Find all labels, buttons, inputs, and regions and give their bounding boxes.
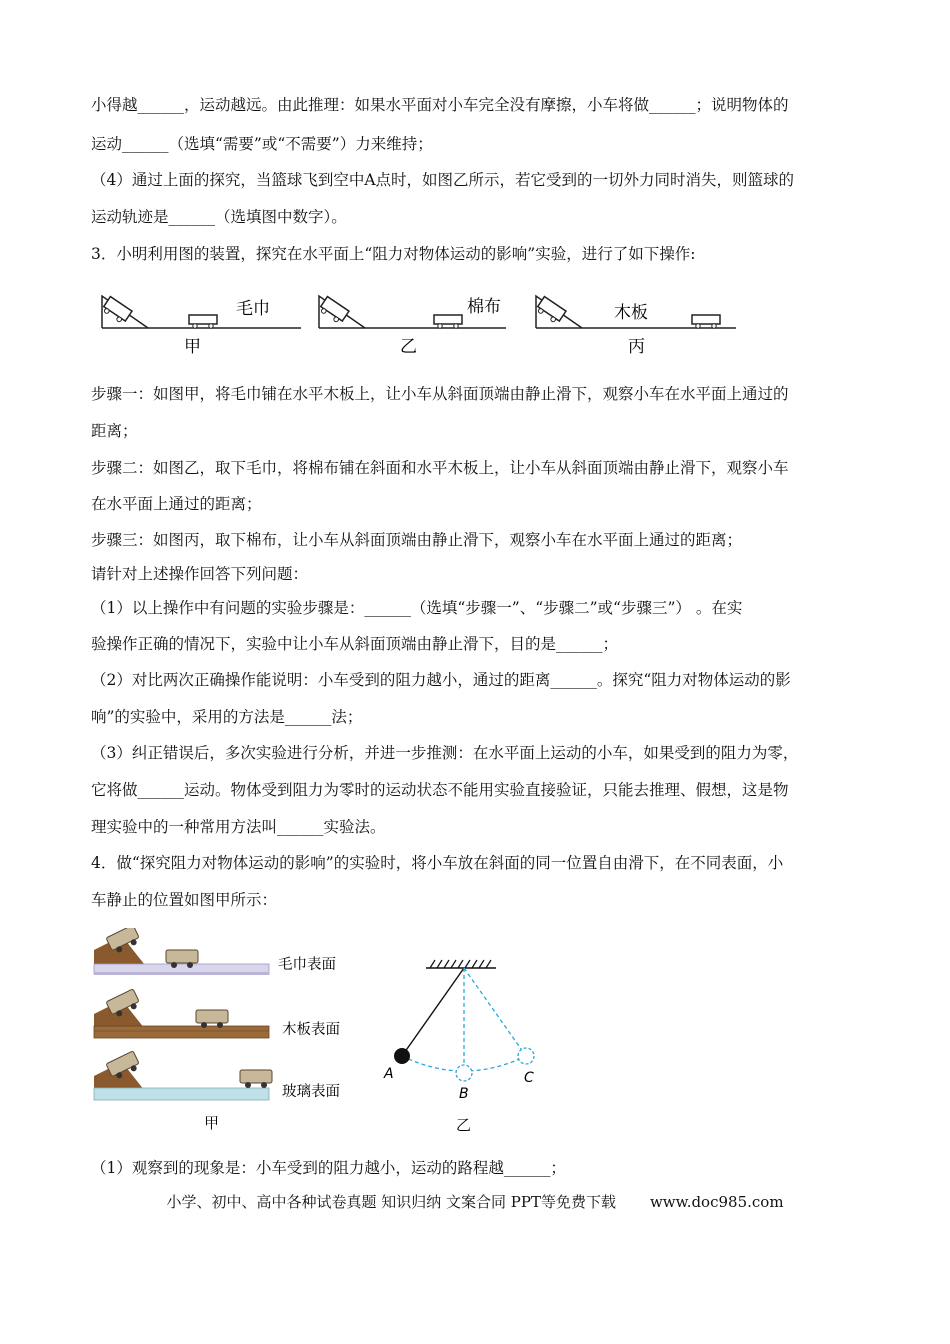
text-line: （3）纠正错误后，多次实验进行分析，并进一步推测：在水平面上运动的小车，如果受到的阻力为零， [91, 744, 799, 762]
text-line: （1）以上操作中有问题的实验步骤是：______（选填“步骤一”、“步骤二”或“步骤三”） 。在实 [91, 599, 743, 617]
text-line: 步骤一：如图甲，将毛巾铺在水平木板上，让小车从斜面顶端由静止滑下，观察小车在水平面上通过的 [91, 385, 789, 403]
caption-fig4-yi: 乙 [456, 1116, 472, 1134]
text-line: 运动轨迹是______（选填图中数字）。 [91, 208, 347, 226]
text-line: 步骤三：如图丙，取下棉布，让小车从斜面顶端由静止滑下，观察小车在水平面上通过的距离； [91, 531, 743, 549]
setup-jia [101, 296, 301, 357]
setup-yi [318, 296, 506, 357]
label-towel-surface: 毛巾表面 [278, 957, 336, 973]
text-line: 验操作正确的情况下，实验中让小车从斜面顶端由静止滑下，目的是______； [91, 635, 619, 653]
text-line: 在水平面上通过的距离； [91, 495, 262, 513]
question-4-stem: 4．做“探究阻力对物体运动的影响”的实验时，将小车放在斜面的同一位置自由滑下，在不同表面，小 [91, 854, 784, 872]
text-line: （1）观察到的现象是：小车受到的阻力越小，运动的路程越______； [91, 1159, 566, 1177]
label-point-c: C [524, 1070, 534, 1086]
text-line: 距离； [91, 422, 138, 440]
ramp-board-surface [94, 989, 269, 1038]
surface-label-towel: 毛巾 [236, 299, 270, 319]
page-footer [0, 1191, 950, 1212]
surface-label-cotton: 棉布 [467, 297, 501, 317]
text-line: （2）对比两次正确操作能说明：小车受到的阻力越小，通过的距离______。探究“阻力对物体运动的影 [91, 671, 791, 689]
figure-q3-setups [96, 284, 746, 360]
text-line: 请针对上述操作回答下列问题： [91, 565, 309, 583]
surface-label-board: 木板 [614, 303, 648, 323]
ramp-glass-surface [94, 1051, 272, 1100]
setup-bing [535, 296, 736, 357]
pendulum-ball-a [394, 1048, 410, 1064]
ramp-towel-surface [94, 928, 269, 975]
footer-url[interactable]: www.doc985.com [649, 1193, 784, 1211]
text-line: 理实验中的一种常用方法叫______实验法。 [91, 818, 386, 836]
text-line: 小得越______，运动越远。由此推理：如果水平面对小车完全没有摩擦，小车将做______；说明物体的 [91, 96, 789, 114]
caption-bing: 丙 [628, 337, 645, 357]
label-glass-surface: 玻璃表面 [282, 1084, 340, 1100]
text-line: 步骤二：如图乙，取下毛巾，将棉布铺在斜面和水平木板上，让小车从斜面顶端由静止滑下，观察小车 [91, 459, 789, 477]
caption-fig4-jia: 甲 [204, 1114, 220, 1132]
text-line: 车静止的位置如图甲所示： [91, 891, 278, 909]
question-3-stem: 3．小明利用图的装置，探究在水平面上“阻力对物体运动的影响”实验，进行了如下操作: [91, 245, 696, 263]
figure-q4-yi-pendulum [376, 950, 566, 1138]
caption-yi: 乙 [400, 337, 417, 357]
figure-q4-jia [92, 928, 362, 1138]
text-line: （4）通过上面的探究，当篮球飞到空中A点时，如图乙所示，若它受到的一切外力同时消失，则篮球的 [91, 171, 795, 189]
footer-text: 小学、初中、高中各种试卷真题 知识归纳 文案合同 PPT等免费下载 [166, 1193, 616, 1211]
caption-jia: 甲 [184, 337, 201, 357]
label-board-surface: 木板表面 [282, 1022, 340, 1038]
text-line: 它将做______运动。物体受到阻力为零时的运动状态不能用实验直接验证，只能去推理、假想，这是物 [91, 781, 789, 799]
label-point-a: A [384, 1066, 394, 1082]
label-point-b: B [459, 1086, 469, 1102]
text-line: 响”的实验中，采用的方法是______法； [91, 708, 363, 726]
text-line: 运动______（选填“需要”或“不需要”）力来维持； [91, 135, 433, 153]
